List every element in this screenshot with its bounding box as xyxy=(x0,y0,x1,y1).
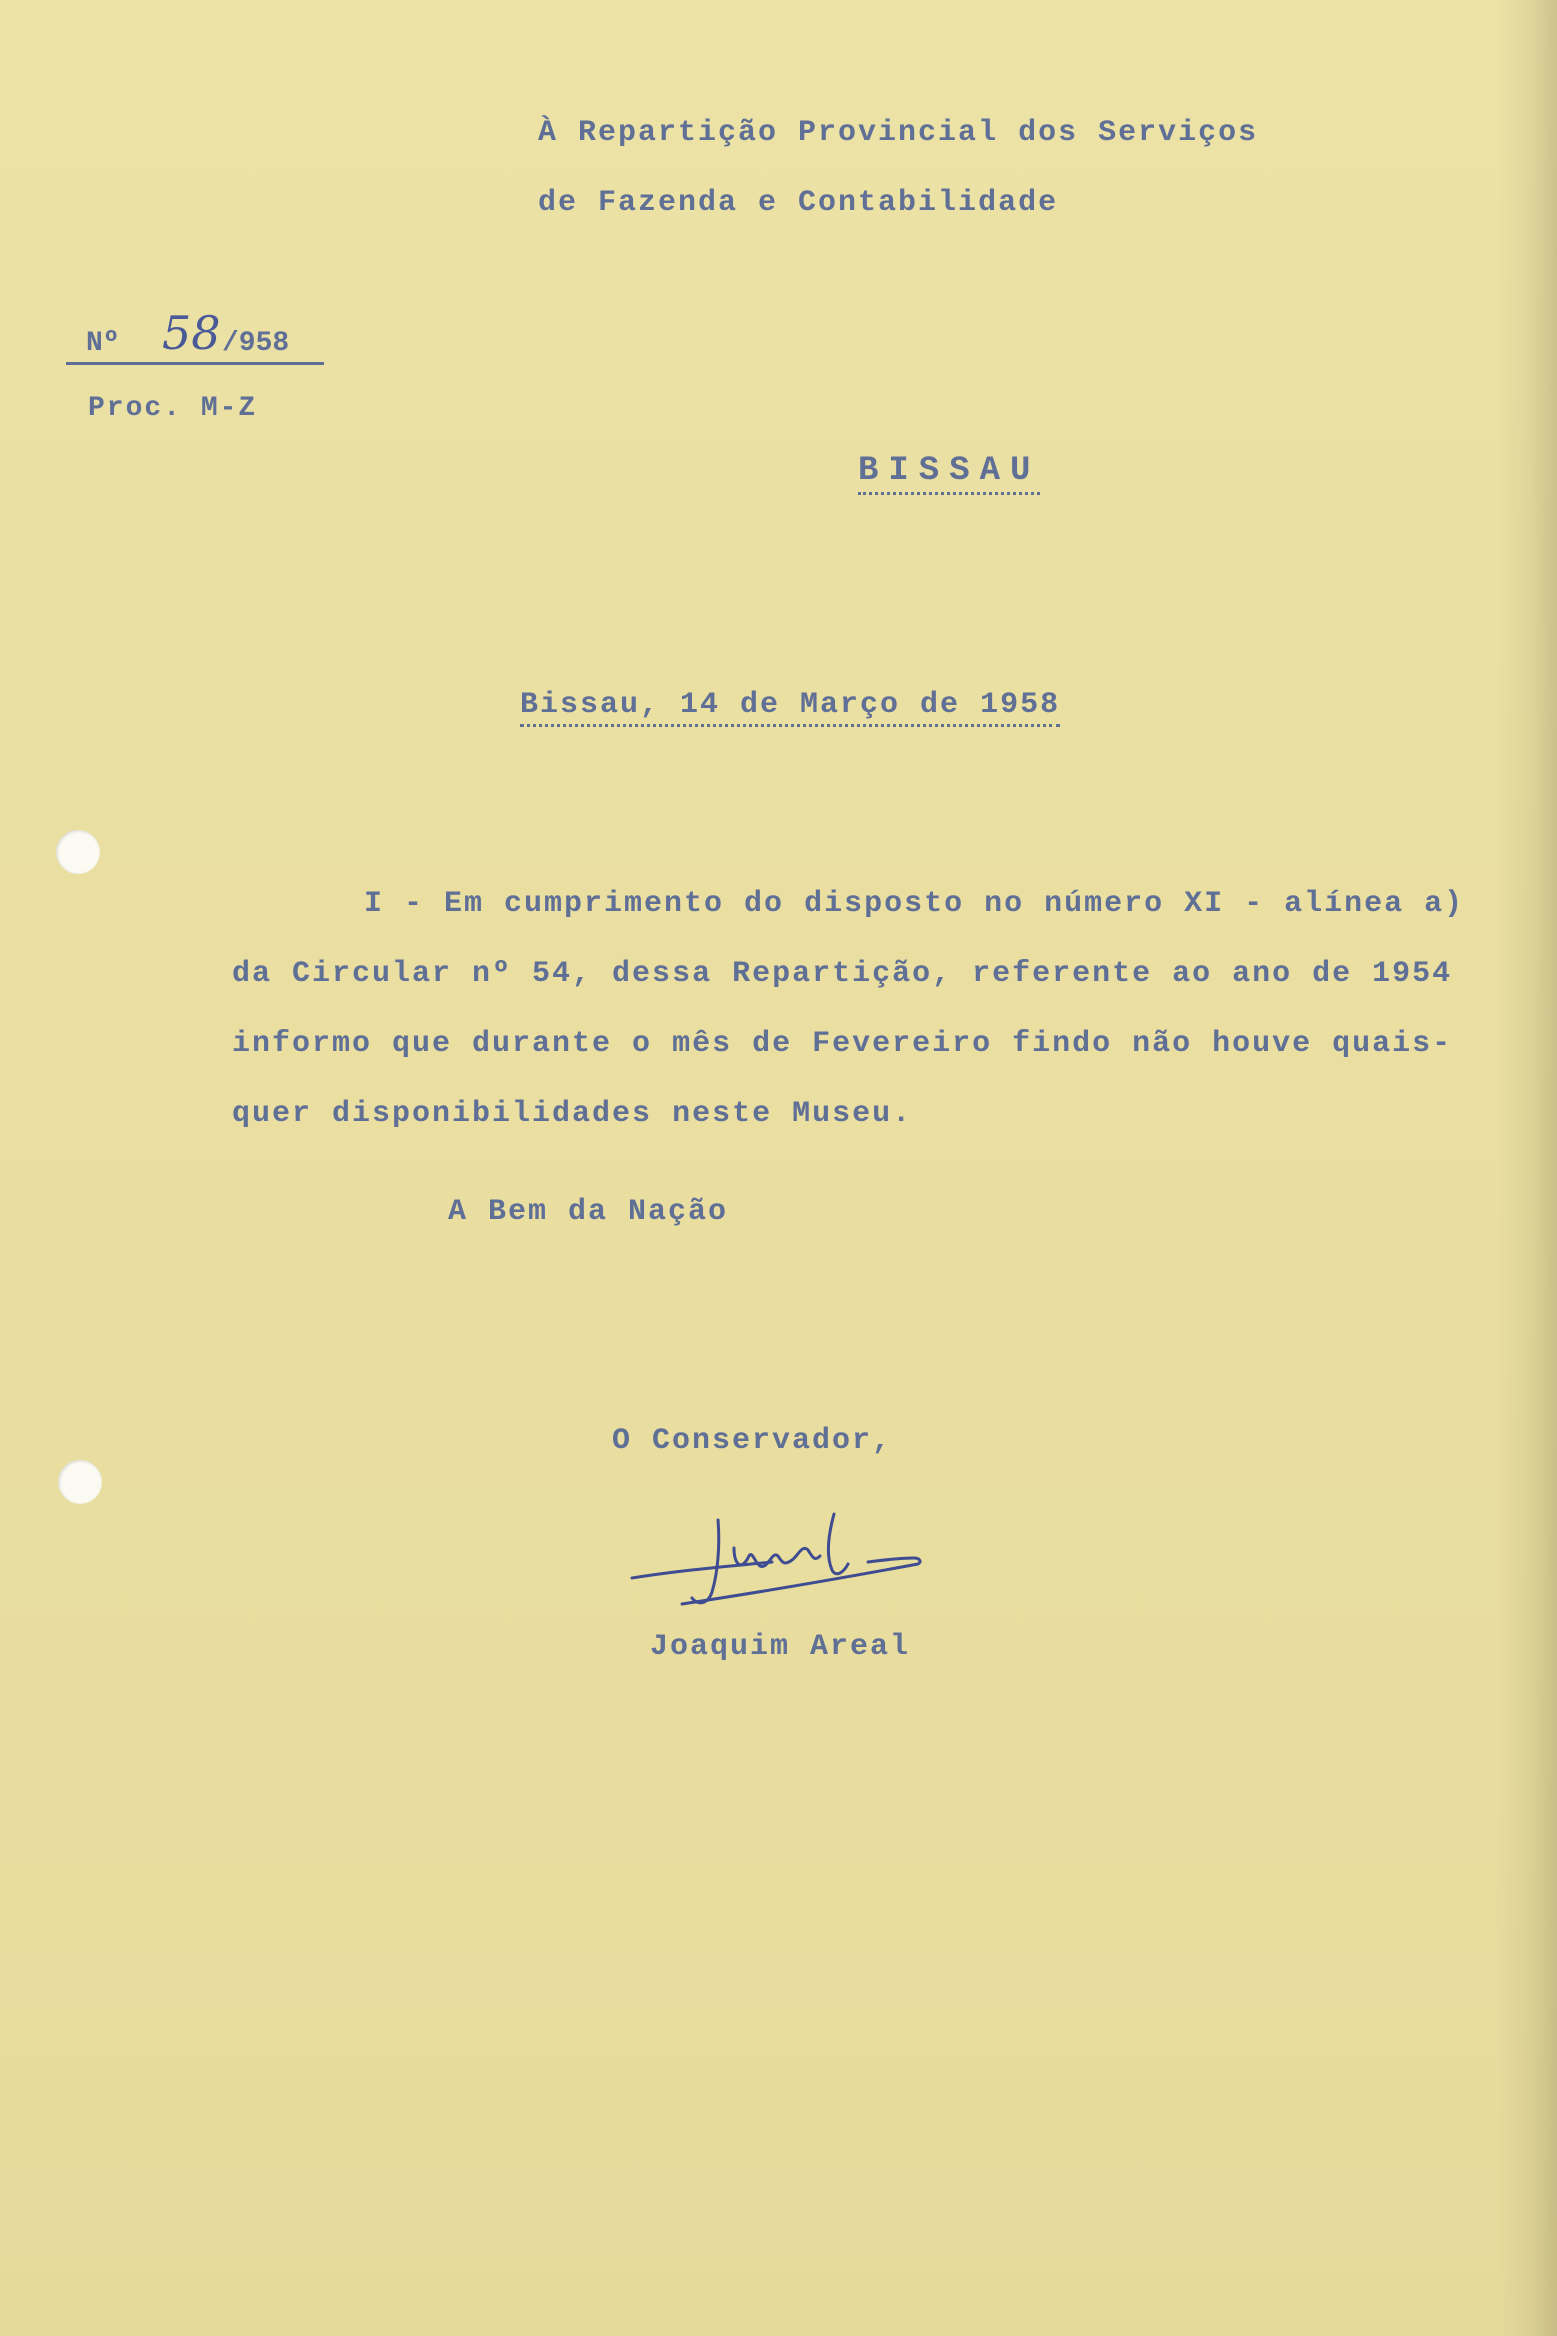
signatory-title: O Conservador, xyxy=(612,1424,893,1458)
body-line-1: I - Em cumprimento do disposto no número XI - alínea a) xyxy=(364,887,1465,921)
reference-number xyxy=(66,306,324,365)
reference-handwritten-number: 58 xyxy=(162,306,221,360)
body-line-3: informo que durante o mês de Fevereiro findo não houve quais- xyxy=(232,1027,1453,1061)
closing-salutation: A Bem da Nação xyxy=(448,1195,729,1229)
handwritten-signature-icon xyxy=(622,1500,942,1620)
body-line-2: da Circular nº 54, dessa Repartição, referente ao ano de 1954 xyxy=(232,957,1453,991)
process-code: Proc. M-Z xyxy=(88,393,258,424)
city-heading: BISSAU xyxy=(858,452,1040,495)
body-line-4: quer disponibilidades neste Museu. xyxy=(232,1097,913,1131)
letter-date: Bissau, 14 de Março de 1958 xyxy=(520,688,1060,727)
punch-hole-icon xyxy=(58,1460,102,1504)
addressee-line-2: de Fazenda e Contabilidade xyxy=(538,186,1059,220)
reference-prefix: Nº xyxy=(86,328,120,359)
page-edge-shadow xyxy=(1497,0,1557,2336)
punch-hole-icon xyxy=(56,830,100,874)
signatory-name: Joaquim Areal xyxy=(650,1630,911,1664)
addressee-line-1: À Repartição Provincial dos Serviços xyxy=(538,116,1259,150)
reference-year: /958 xyxy=(222,328,290,359)
